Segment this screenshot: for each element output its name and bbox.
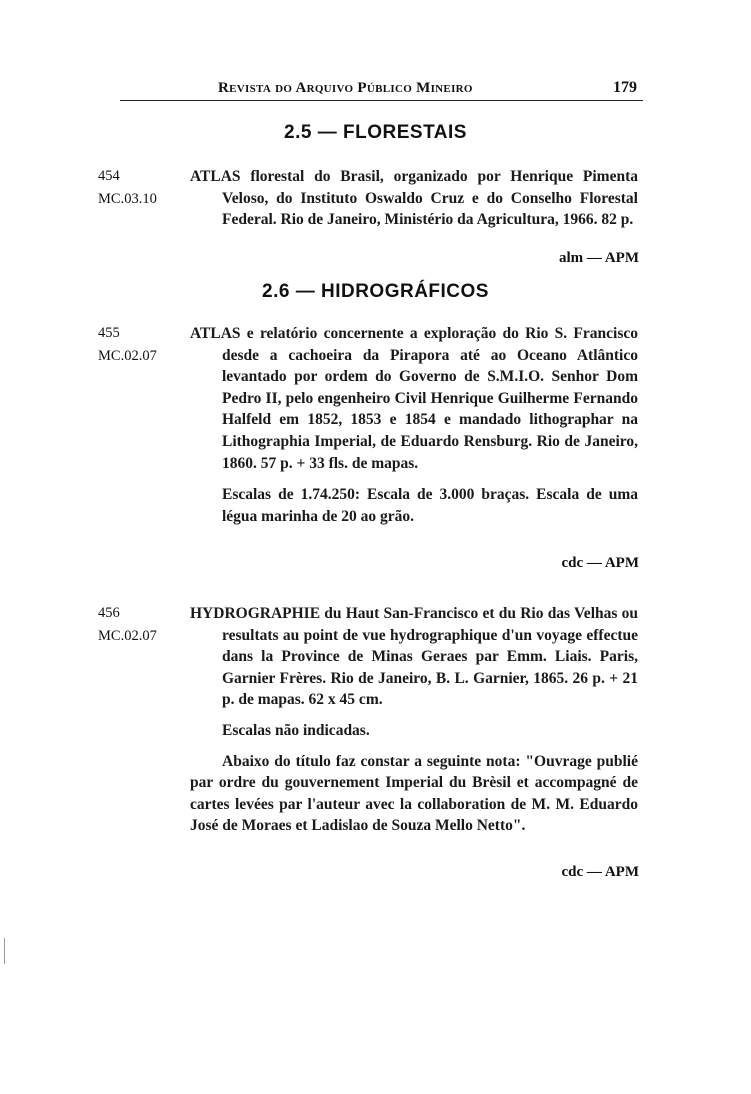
entry-number: 454 <box>98 168 120 184</box>
header-rule <box>120 100 643 101</box>
entry-number: 456 <box>98 605 120 621</box>
entry-note-quote: Abaixo do título faz constar a seguinte nota: "Ouvrage publié par ordre du gouvernement Imperial du Brèsil et accompagné de cartes levées par l'auteur avec la collaboration de M. M. Eduardo José de Moraes et Ladislao de Souza Mello Netto". <box>190 752 638 835</box>
entry-description: ATLAS florestal do Brasil, organizado por Henrique Pimenta Veloso, do Instituto Oswaldo Cruz e do Conselho Florestal Federal. Rio de Janeiro, Ministério da Agricultura, 1966. 82 p. <box>190 168 638 229</box>
entry-number: 455 <box>98 325 120 341</box>
entry-note: Escalas não indicadas. <box>222 721 370 739</box>
entry-number-454 <box>98 165 157 211</box>
running-head: Revista do Arquivo Público Mineiro <box>218 80 473 96</box>
entry-456 <box>190 603 638 837</box>
entry-credit: cdc — APM <box>561 555 639 571</box>
entry-code: MC.02.07 <box>98 628 157 644</box>
entry-code: MC.03.10 <box>98 191 157 207</box>
entry-description: ATLAS e relatório concernente a exploração do Rio S. Francisco desde a cachoeira da Pirapora até ao Oceano Atlântico levantado por ordem do Governo de S.M.I.O. Senhor Dom Pedro II, pelo engenheiro Civil Henrique Guilherme Fernando Halfeld em 1852, 1853 e 1854 e mandado lithographar na Lithographia Imperial, de Eduardo Rensburg. Rio de Janeiro, 1860. 57 p. + 33 fls. de mapas. <box>190 325 638 472</box>
entry-code: MC.02.07 <box>98 348 157 364</box>
section-title-florestais: 2.5 — FLORESTAIS <box>284 122 467 143</box>
entry-number-456 <box>98 602 157 648</box>
entry-number-455 <box>98 322 157 368</box>
scan-margin-mark <box>4 938 5 964</box>
entry-description: HYDROGRAPHIE du Haut San-Francisco et du Rio das Velhas ou resultats au point de vue hydrographique d'un voyage effectue dans la Province de Minas Geraes par Emm. Liais. Paris, Garnier Frères. Rio de Janeiro, B. L. Garnier, 1865. 26 p. + 21 p. de mapas. 62 x 45 cm. <box>190 605 638 709</box>
entry-454 <box>190 166 638 231</box>
entry-credit: alm — APM <box>559 250 639 266</box>
entry-note: Escalas de 1.74.250: Escala de 3.000 braças. Escala de uma légua marinha de 20 ao grão. <box>222 486 638 525</box>
section-title-hidrograficos: 2.6 — HIDROGRÁFICOS <box>262 281 489 302</box>
entry-455 <box>190 323 638 527</box>
entry-credit: cdc — APM <box>561 864 639 880</box>
page-number: 179 <box>613 79 637 96</box>
